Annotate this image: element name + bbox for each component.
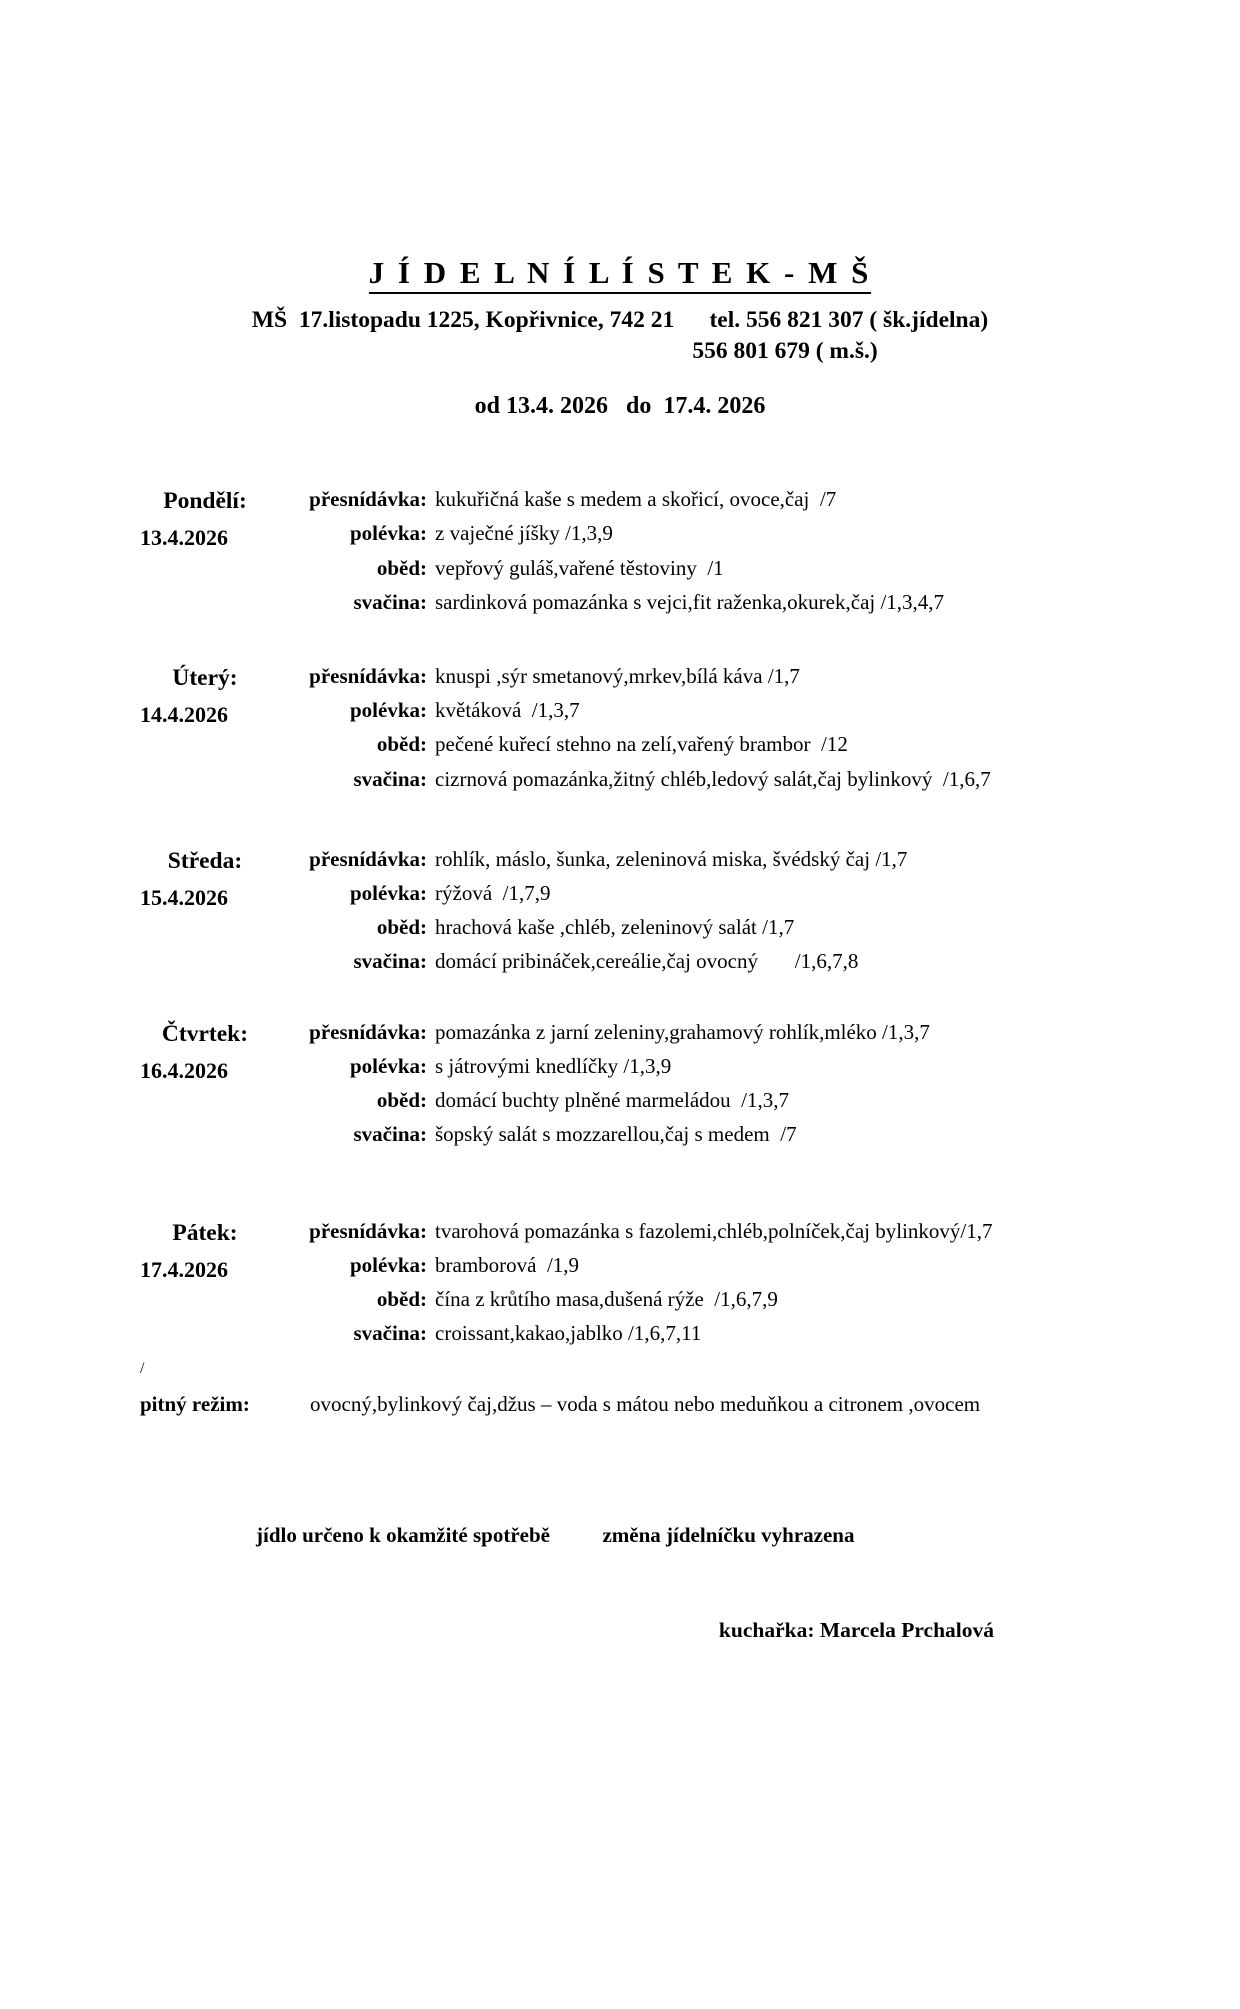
day-block-monday bbox=[140, 482, 1240, 619]
meal-desc-soup: z vaječné jíšky /1,3,9 bbox=[435, 521, 613, 546]
meal-desc-lunch: domácí buchty plněné marmeládou /1,3,7 bbox=[435, 1088, 789, 1113]
meals-friday bbox=[270, 1214, 1240, 1351]
day-name: Čtvrtek: bbox=[161, 1020, 249, 1047]
meal-row-breakfast bbox=[270, 1015, 1240, 1049]
menu-document bbox=[0, 255, 1240, 2009]
meal-row-breakfast bbox=[270, 1214, 1240, 1248]
document-header bbox=[0, 255, 1240, 420]
footer-cook-signature: kuchařka: Marcela Prchalová bbox=[718, 1618, 994, 1643]
meal-row-soup bbox=[270, 1049, 1240, 1083]
meal-desc-breakfast: rohlík, máslo, šunka, zeleninová miska, švédský čaj /1,7 bbox=[435, 846, 908, 871]
day-date: 15.4.2026 bbox=[140, 884, 228, 910]
meal-label-soup: polévka: bbox=[349, 1252, 427, 1277]
day-name: Pondělí: bbox=[163, 488, 247, 515]
meal-desc-snack: sardinková pomazánka s vejci,fit raženka,okurek,čaj /1,3,4,7 bbox=[435, 589, 945, 614]
stray-slash-mark: / bbox=[140, 1360, 145, 1378]
meal-label-snack: svačina: bbox=[353, 1122, 427, 1147]
day-block-thursday bbox=[140, 1015, 1240, 1152]
day-date: 17.4.2026 bbox=[140, 1256, 228, 1282]
day-name: Středa: bbox=[167, 847, 243, 874]
meal-row-snack bbox=[270, 944, 1240, 978]
meal-row-soup bbox=[270, 1248, 1240, 1282]
day-label-tuesday bbox=[140, 659, 270, 733]
meal-label-snack: svačina: bbox=[353, 949, 427, 974]
meal-label-snack: svačina: bbox=[353, 589, 427, 614]
day-date: 13.4.2026 bbox=[140, 525, 228, 551]
meal-row-breakfast bbox=[270, 842, 1240, 876]
day-block-friday bbox=[140, 1214, 1240, 1351]
meal-row-lunch bbox=[270, 551, 1240, 585]
footer-notes: jídlo určeno k okamžité spotřebě změna jídelníčku vyhrazena bbox=[256, 1523, 855, 1548]
meal-label-breakfast: přesnídávka: bbox=[309, 663, 427, 688]
meals-tuesday bbox=[270, 659, 1240, 796]
meal-desc-snack: croissant,kakao,jablko /1,6,7,11 bbox=[435, 1321, 702, 1346]
drinking-regime bbox=[0, 1392, 1240, 1417]
meal-label-lunch: oběd: bbox=[376, 915, 427, 940]
day-label-monday bbox=[140, 482, 270, 556]
day-block-tuesday bbox=[140, 659, 1240, 796]
meal-label-breakfast: přesnídávka: bbox=[309, 846, 427, 871]
meal-desc-soup: bramborová /1,9 bbox=[435, 1252, 580, 1277]
meal-row-soup bbox=[270, 516, 1240, 550]
meal-row-breakfast bbox=[270, 482, 1240, 516]
meal-row-lunch bbox=[270, 910, 1240, 944]
day-label-friday bbox=[140, 1214, 270, 1288]
meal-desc-lunch: pečené kuřecí stehno na zelí,vařený brambor /12 bbox=[435, 732, 848, 757]
day-label-wednesday bbox=[140, 842, 270, 916]
day-date: 14.4.2026 bbox=[140, 702, 228, 728]
day-block-wednesday bbox=[140, 842, 1240, 979]
day-name: Pátek: bbox=[172, 1219, 238, 1246]
meal-row-soup bbox=[270, 693, 1240, 727]
meal-row-lunch bbox=[270, 1083, 1240, 1117]
meal-label-breakfast: přesnídávka: bbox=[309, 1019, 427, 1044]
meal-desc-snack: cizrnová pomazánka,žitný chléb,ledový salát,čaj bylinkový /1,6,7 bbox=[435, 766, 991, 791]
meal-desc-snack: šopský salát s mozzarellou,čaj s medem /7 bbox=[435, 1122, 797, 1147]
meal-label-lunch: oběd: bbox=[376, 1287, 427, 1312]
meal-label-lunch: oběd: bbox=[376, 555, 427, 580]
meal-label-snack: svačina: bbox=[353, 1321, 427, 1346]
drinking-regime-label: pitný režim: bbox=[140, 1392, 250, 1417]
menu-period: od 13.4. 2026 do 17.4. 2026 bbox=[474, 393, 766, 420]
meal-row-lunch bbox=[270, 727, 1240, 761]
meals-wednesday bbox=[270, 842, 1240, 979]
drinking-regime-text: ovocný,bylinkový čaj,džus – voda s mátou nebo meduňkou a citronem ,ovocem bbox=[310, 1392, 981, 1417]
meal-label-lunch: oběd: bbox=[376, 1088, 427, 1113]
meals-monday bbox=[270, 482, 1240, 619]
meal-label-soup: polévka: bbox=[349, 698, 427, 723]
meal-row-snack bbox=[270, 1117, 1240, 1151]
school-phone-second: 556 801 679 ( m.š.) bbox=[692, 338, 878, 365]
meal-label-soup: polévka: bbox=[349, 521, 427, 546]
meals-thursday bbox=[270, 1015, 1240, 1152]
meal-desc-lunch: hrachová kaše ,chléb, zeleninový salát /1,7 bbox=[435, 915, 795, 940]
day-name: Úterý: bbox=[172, 664, 238, 691]
meal-label-lunch: oběd: bbox=[376, 732, 427, 757]
meal-label-snack: svačina: bbox=[353, 766, 427, 791]
meal-row-snack bbox=[270, 762, 1240, 796]
meal-desc-breakfast: kukuřičná kaše s medem a skořicí, ovoce,čaj /7 bbox=[435, 487, 837, 512]
page-title: J Í D E L N Í L Í S T E K - M Š bbox=[369, 255, 872, 294]
meal-desc-soup: květáková /1,3,7 bbox=[435, 698, 580, 723]
meal-label-soup: polévka: bbox=[349, 1053, 427, 1078]
meal-row-snack bbox=[270, 1316, 1240, 1350]
meal-desc-lunch: čína z krůtího masa,dušená rýže /1,6,7,9 bbox=[435, 1287, 778, 1312]
meal-desc-breakfast: pomazánka z jarní zeleniny,grahamový rohlík,mléko /1,3,7 bbox=[435, 1019, 930, 1044]
meal-desc-breakfast: knuspi ,sýr smetanový,mrkev,bílá káva /1,7 bbox=[435, 663, 800, 688]
meal-row-breakfast bbox=[270, 659, 1240, 693]
meal-label-soup: polévka: bbox=[349, 881, 427, 906]
meal-desc-breakfast: tvarohová pomazánka s fazolemi,chléb,polníček,čaj bylinkový/1,7 bbox=[435, 1218, 993, 1243]
day-date: 16.4.2026 bbox=[140, 1057, 228, 1083]
days-list bbox=[0, 482, 1240, 1350]
meal-desc-lunch: vepřový guláš,vařené těstoviny /1 bbox=[435, 555, 724, 580]
meal-label-breakfast: přesnídávka: bbox=[309, 1218, 427, 1243]
day-label-thursday bbox=[140, 1015, 270, 1089]
meal-desc-snack: domácí pribináček,cereálie,čaj ovocný /1,6,7,8 bbox=[435, 949, 859, 974]
meal-row-snack bbox=[270, 585, 1240, 619]
school-address-line: MŠ 17.listopadu 1225, Kopřivnice, 742 21 tel. 556 821 307 ( šk.jídelna) bbox=[251, 306, 989, 333]
meal-label-breakfast: přesnídávka: bbox=[309, 487, 427, 512]
meal-desc-soup: s játrovými knedlíčky /1,3,9 bbox=[435, 1053, 672, 1078]
meal-row-lunch bbox=[270, 1282, 1240, 1316]
meal-row-soup bbox=[270, 876, 1240, 910]
meal-desc-soup: rýžová /1,7,9 bbox=[435, 881, 551, 906]
